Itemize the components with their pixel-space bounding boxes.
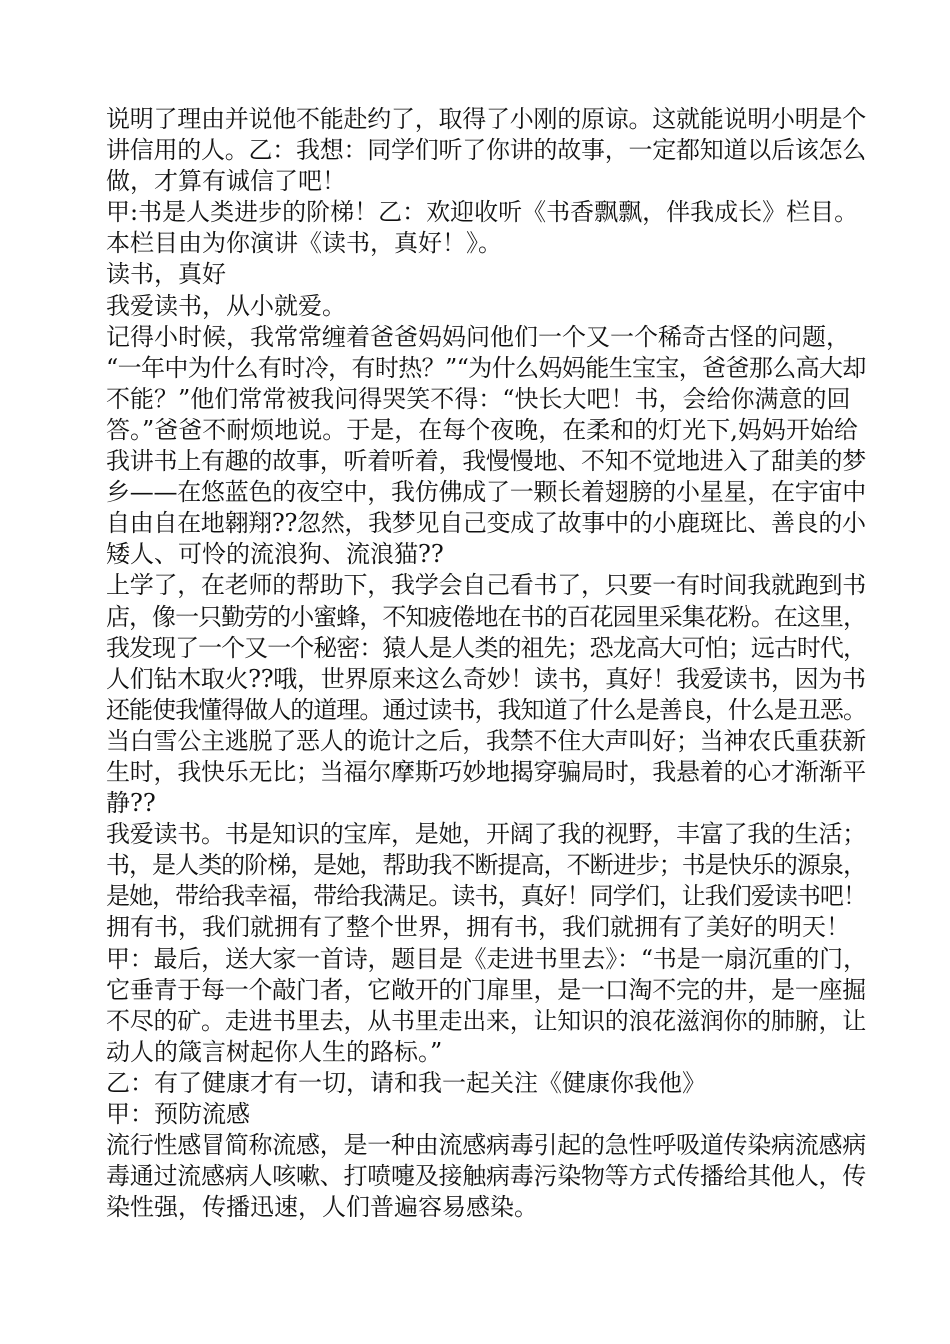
document-body [106,104,866,1223]
text-line: 拥有书，我们就拥有了整个世界，拥有书，我们就拥有了美好的明天！ [106,913,850,942]
text-line: 记得小时候，我常常缠着爸爸妈妈问他们一个又一个稀奇古怪的问题， [106,322,850,351]
text-line: 我爱读书。书是知识的宝库，是她，开阔了我的视野，丰富了我的生活； [106,820,866,849]
text-line: 我爱读书，从小就爱。 [106,291,346,320]
text-line: 书，是人类的阶梯，是她，帮助我不断提高，不断进步；书是快乐的源泉， [106,851,866,880]
text-line: 甲:书是人类进步的阶梯！乙：欢迎收听《书香飘飘，伴我成长》栏目。 [106,198,859,227]
text-line: 当白雪公主逃脱了恶人的诡计之后，我禁不住大声叫好；当神农氏重获新 [106,726,866,755]
text-line: 甲：预防流感 [106,1100,250,1128]
text-line: 甲：最后，送大家一首诗，题目是《走进书里去》：“书是一扇沉重的门， [106,944,867,973]
text-line: 乙：有了健康才有一切，请和我一起关注《健康你我他》 [106,1068,706,1097]
text-line: 做，才算有诚信了吧！ [106,167,346,196]
text-line: 我讲书上有趣的故事，听着听着，我慢慢地、不知不觉地进入了甜美的梦 [106,447,866,476]
text-line: 自由自在地翱翔??忽然，我梦见自己变成了故事中的小鹿斑比、善良的小 [106,509,866,538]
text-line: 生时，我快乐无比；当福尔摩斯巧妙地揭穿骗局时，我悬着的心才渐渐平 [106,757,866,786]
text-line: 毒通过流感病人咳嗽、打喷嚏及接触病毒污染物等方式传播给其他人，传 [106,1162,866,1191]
text-line: 流行性感冒简称流感，是一种由流感病毒引起的急性呼吸道传染病流感病 [106,1131,866,1160]
text-line: 静?? [106,789,156,818]
text-line: 是她，带给我幸福，带给我满足。读书，真好！同学们，让我们爱读书吧！ [106,882,866,911]
text-line: 店，像一只勤劳的小蜜蜂，不知疲倦地在书的百花园里采集花粉。在这里， [106,602,866,631]
text-line: 染性强，传播迅速，人们普遍容易感染。 [106,1193,538,1222]
text-line: “一年中为什么有时冷，有时热？”“为什么妈妈能生宝宝，爸爸那么高大却 [106,353,866,382]
text-line: 讲信用的人。乙：我想：同学们听了你讲的故事，一定都知道以后该怎么 [106,136,866,165]
text-line: 不尽的矿。走进书里去，从书里走出来，让知识的浪花滋润你的肺腑，让 [106,1006,866,1035]
text-line: 还能使我懂得做人的道理。通过读书，我知道了什么是善良，什么是丑恶。 [106,695,866,724]
text-line: 乡——在悠蓝色的夜空中，我仿佛成了一颗长着翅膀的小星星，在宇宙中 [106,478,866,507]
text-line: 它垂青于每一个敲门者，它敞开的门扉里，是一口淘不完的井，是一座掘 [106,975,866,1004]
text-line: 答。”爸爸不耐烦地说。于是，在每个夜晚，在柔和的灯光下,妈妈开始给 [106,415,858,444]
text-line: 动人的箴言树起你人生的路标。” [106,1037,443,1066]
text-line: 说明了理由并说他不能赴约了，取得了小刚的原谅。这就能说明小明是个 [106,105,866,133]
text-line: 上学了，在老师的帮助下，我学会自己看书了，只要一有时间我就跑到书 [106,571,866,600]
text-line: 我发现了一个又一个秘密：猿人是人类的祖先；恐龙高大可怕；远古时代， [106,633,866,662]
text-line: 本栏目由为你演讲《读书，真好！》。 [106,229,502,258]
text-line: 人们钻木取火??哦，世界原来这么奇妙！读书，真好！我爱读书，因为书 [106,664,866,693]
text-line: 矮人、可怜的流浪狗、流浪猫?? [106,540,444,569]
text-line: 读书，真好 [106,260,226,289]
text-line: 不能？”他们常常被我问得哭笑不得：“快长大吧！书，会给你满意的回 [106,384,851,413]
